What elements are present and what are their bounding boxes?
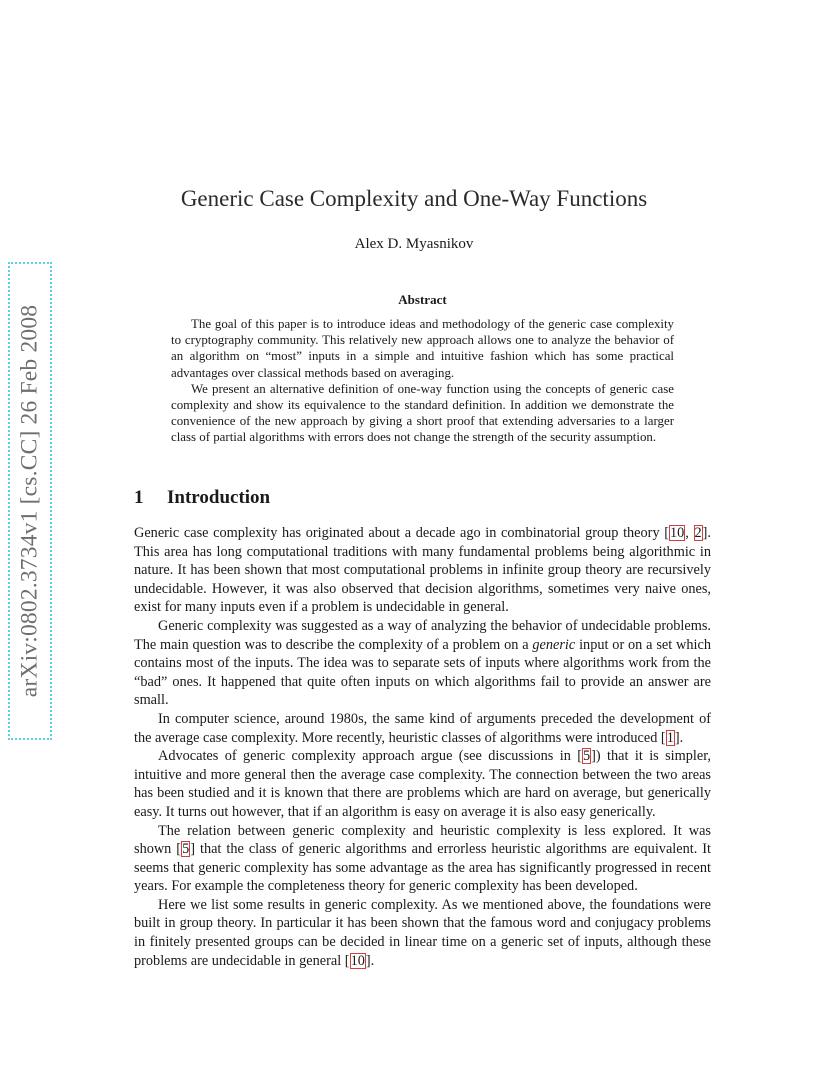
paragraph-text: ]) that it is simpler, intuitive and more general then the average case complexity. The connection between the two areas has been studied and it is known that there are problems which are hard on average, but generically easy. It turns out however, that if an algorithm is easy on average it is also easy generically.: [134, 748, 712, 820]
intro-paragraph-1: [134, 524, 711, 617]
intro-paragraph-4: [134, 747, 711, 821]
section-number: 1: [134, 487, 144, 508]
intro-paragraph-5: [134, 822, 711, 896]
abstract-paragraph-2: We present an alternative definition of one-way function using the concepts of generic case complexity and show its equivalence to the standard definition. In addition we demonstrate the convenience of the new approach by giving a short proof that extending adversaries to a larger class of partial algorithms with errors does not change the strength of the security assumption.: [171, 381, 674, 445]
abstract-paragraph-1: The goal of this paper is to introduce ideas and methodology of the generic case complexity to cryptography community. This relatively new approach allows one to analyze the behavior of an algorithm on “most” inputs in a simple and intuitive fashion which has some practical advantages over classical methods based on averaging.: [171, 317, 674, 380]
paragraph-text: input or on a set which contains most of the inputs. The idea was to separate sets of inputs where algorithms work from the “bad” ones. It happened that quite often inputs on which algorithms fail to provide an answer are small.: [134, 636, 711, 709]
intro-paragraph-2: [134, 617, 711, 710]
paper-title: Generic Case Complexity and One-Way Functions: [180, 186, 648, 211]
paragraph-text: The relation between generic complexity and heuristic complexity is less explored. It was shown [: [134, 822, 711, 858]
introduction-body: [134, 524, 711, 970]
paragraph-text: ].: [674, 729, 684, 746]
paragraph-text: Here we list some results in generic complexity. As we mentioned above, the foundations were built in group theory. In particular it has been shown that the famous word and conjugacy problems in finitely presented groups can be decided in linear time on a generic set of inputs, although these problems are undecidable in general [: [134, 896, 711, 969]
arxiv-identifier-stamp: [8, 262, 52, 740]
citation-link-5[interactable]: 5: [583, 748, 591, 765]
intro-paragraph-3: [134, 710, 711, 747]
arxiv-identifier-text: arXiv:0802.3734v1 [cs.CC] 26 Feb 2008: [16, 304, 43, 698]
citation-link-2[interactable]: 2: [694, 525, 702, 541]
paragraph-text: Generic complexity was suggested as a way of analyzing the behavior of undecidable problems. The main question was to describe the complexity of a problem on a: [134, 617, 711, 653]
citation-link-10[interactable]: 10: [350, 952, 365, 969]
paragraph-text: ] that the class of generic algorithms and errorless heuristic algorithms are equivalent. It seems that generic complexity has some advantage as the area has significantly progressed in recent years. For example the completeness theory for generic complexity has been developed.: [134, 841, 712, 895]
paper-author: Alex D. Myasnikov: [354, 236, 474, 252]
citation-link-10[interactable]: 10: [669, 525, 685, 541]
citation-separator: ,: [685, 525, 694, 541]
citation-link-5[interactable]: 5: [182, 841, 190, 858]
paragraph-text: ].: [365, 952, 375, 969]
emphasis-generic: generic: [532, 636, 576, 653]
abstract-body: [171, 316, 674, 446]
paragraph-text: Generic case complexity has originated about a decade ago in combinatorial group theory [: [134, 525, 669, 541]
paragraph-text: ]. This area has long computational traditions with many fundamental problems being algorithmic in nature. It has been shown that most computational problems in infinite group theory are recursively undecidable. However, it was also observed that decision algorithms, sometimes very naive ones, exist for many inputs even if a problem is undecidable in general.: [134, 525, 711, 616]
section-heading-introduction: [134, 487, 270, 509]
paragraph-text: In computer science, around 1980s, the same kind of arguments preceded the development of the average case complexity. More recently, heuristic classes of algorithms were introduced [: [134, 710, 711, 746]
citation-link-1[interactable]: 1: [666, 729, 674, 746]
paragraph-text: Advocates of generic complexity approach argue (see discussions in [: [158, 748, 582, 765]
intro-paragraph-6: [134, 896, 711, 970]
section-title: Introduction: [167, 487, 271, 508]
abstract-heading: Abstract: [398, 292, 447, 307]
